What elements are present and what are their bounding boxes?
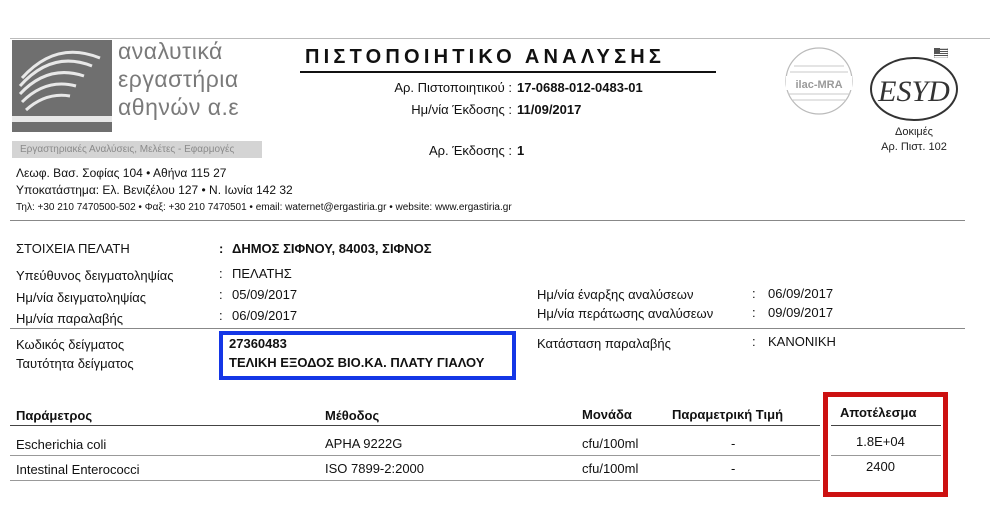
- col-header-unit: Μονάδα: [582, 407, 632, 422]
- analysis-start-label: Ημ/νία έναρξης αναλύσεων: [537, 287, 694, 302]
- contact-line: Τηλ: +30 210 7470500-502 • Φαξ: +30 210 7470501 • email: waternet@ergastiria.gr • website: www.ergastiria.gr: [16, 202, 512, 213]
- address-line1: Λεωφ. Βασ. Σοφίας 104 • Αθήνα 115 27: [16, 166, 227, 180]
- sample-code-value: 27360483: [229, 336, 287, 351]
- accreditation-caption-line1: Δοκιμές: [895, 126, 933, 138]
- logo-tagline: Εργαστηριακές Αναλύσεις, Μελέτες - Εφαρμογές: [12, 141, 262, 158]
- issue-number-value: 1: [517, 143, 525, 158]
- sample-identity-value: ΤΕΛΙΚΗ ΕΞΟΔΟΣ ΒΙΟ.ΚΑ. ΠΛΑΤΥ ΓΙΑΛΟΥ: [229, 355, 485, 370]
- logo-text-line2: εργαστήρια: [118, 66, 239, 92]
- table-cell-method: APHA 9222G: [325, 436, 403, 451]
- table-header-rule: [10, 425, 820, 426]
- receipt-status-value: ΚΑΝΟΝΙΚΗ: [768, 334, 836, 349]
- greek-flag-icon: [934, 48, 948, 58]
- sampling-responsible-value: ΠΕΛΑΤΗΣ: [232, 266, 292, 281]
- table-cell-unit: cfu/100ml: [582, 436, 639, 451]
- col-header-method: Μέθοδος: [325, 408, 380, 423]
- table-cell-result: 2400: [866, 459, 895, 474]
- col-header-parameter: Παράμετρος: [16, 408, 93, 423]
- receipt-status-label: Κατάσταση παραλαβής: [537, 336, 671, 351]
- colon: :: [219, 287, 223, 302]
- cert-number-value: 17-0688-012-0483-01: [517, 80, 643, 95]
- table-row-rule: [10, 480, 820, 481]
- table-cell-unit: cfu/100ml: [582, 461, 639, 476]
- customer-label: ΣΤΟΙΧΕΙΑ ΠΕΛΑΤΗ: [16, 241, 130, 256]
- col-header-parametric-value: Παραμετρική Τιμή: [672, 407, 784, 422]
- sampling-responsible-label: Υπεύθυνος δειγματοληψίας: [16, 268, 174, 283]
- sampling-date-value: 05/09/2017: [232, 287, 298, 302]
- header-divider: [10, 220, 965, 221]
- analysis-end-label: Ημ/νία περάτωσης αναλύσεων: [537, 306, 714, 321]
- receipt-date-label: Ημ/νία παραλαβής: [16, 311, 124, 326]
- logo-mark: [12, 40, 112, 132]
- esyd-text: ESYD: [878, 75, 950, 108]
- esyd-seal-icon: [868, 55, 960, 123]
- col-header-result: Αποτέλεσμα: [840, 405, 917, 420]
- accreditation-caption-line2: Αρ. Πιστ. 102: [881, 141, 947, 153]
- sampling-date-label: Ημ/νία δειγματοληψίας: [16, 290, 147, 305]
- customer-colon: :: [219, 241, 224, 256]
- analysis-start-value: 06/09/2017: [768, 286, 834, 301]
- table-cell-parameter: Intestinal Enterococci: [16, 462, 140, 477]
- colon: :: [752, 305, 756, 320]
- table-row-rule: [10, 455, 820, 456]
- colon: :: [752, 286, 756, 301]
- title-underline: [300, 71, 716, 73]
- analysis-end-value: 09/09/2017: [768, 305, 834, 320]
- sample-identity-label: Ταυτότητα δείγματος: [16, 356, 134, 371]
- logo-text-line3: αθηνών α.ε: [118, 94, 240, 120]
- logo-text-line1: αναλυτικά: [118, 38, 223, 64]
- cert-number-label: Αρ. Πιστοποιητικού :: [394, 80, 512, 95]
- table-cell-parameter: Escherichia coli: [16, 437, 107, 452]
- ilac-mra-seal-icon: [780, 46, 858, 116]
- accreditation-caption: [872, 125, 956, 155]
- table-cell-parametric: -: [731, 461, 736, 476]
- signal-waves-icon: [12, 40, 112, 132]
- sample-divider: [10, 328, 965, 329]
- customer-value: ΔΗΜΟΣ ΣΙΦΝΟΥ, 84003, ΣΙΦΝΟΣ: [232, 241, 432, 256]
- receipt-date-value: 06/09/2017: [232, 308, 298, 323]
- sample-code-label: Κωδικός δείγματος: [16, 337, 125, 352]
- company-logo: [12, 40, 267, 158]
- address-line2: Υποκατάστημα: Ελ. Βενιζέλου 127 • Ν. Ιωνία 142 32: [16, 183, 293, 197]
- issue-date-label: Ημ/νία Έκδοσης :: [411, 102, 512, 117]
- sample-highlight-box: [219, 331, 516, 380]
- table-cell-result: 1.8E+04: [856, 434, 905, 449]
- colon: :: [219, 266, 223, 281]
- ilac-text: ilac-MRA: [795, 79, 843, 91]
- table-cell-parametric: -: [731, 436, 736, 451]
- table-cell-method: ISO 7899-2:2000: [325, 461, 425, 476]
- issue-number-label: Αρ. Έκδοσης :: [428, 143, 512, 158]
- result-highlight-box: [823, 392, 948, 497]
- colon: :: [219, 308, 223, 323]
- issue-date-value: 11/09/2017: [517, 102, 582, 117]
- colon: :: [752, 334, 756, 349]
- document-title: ΠΙΣΤΟΠΟΙΗΤΙΚΟ ΑΝΑΛΥΣΗΣ: [305, 46, 666, 68]
